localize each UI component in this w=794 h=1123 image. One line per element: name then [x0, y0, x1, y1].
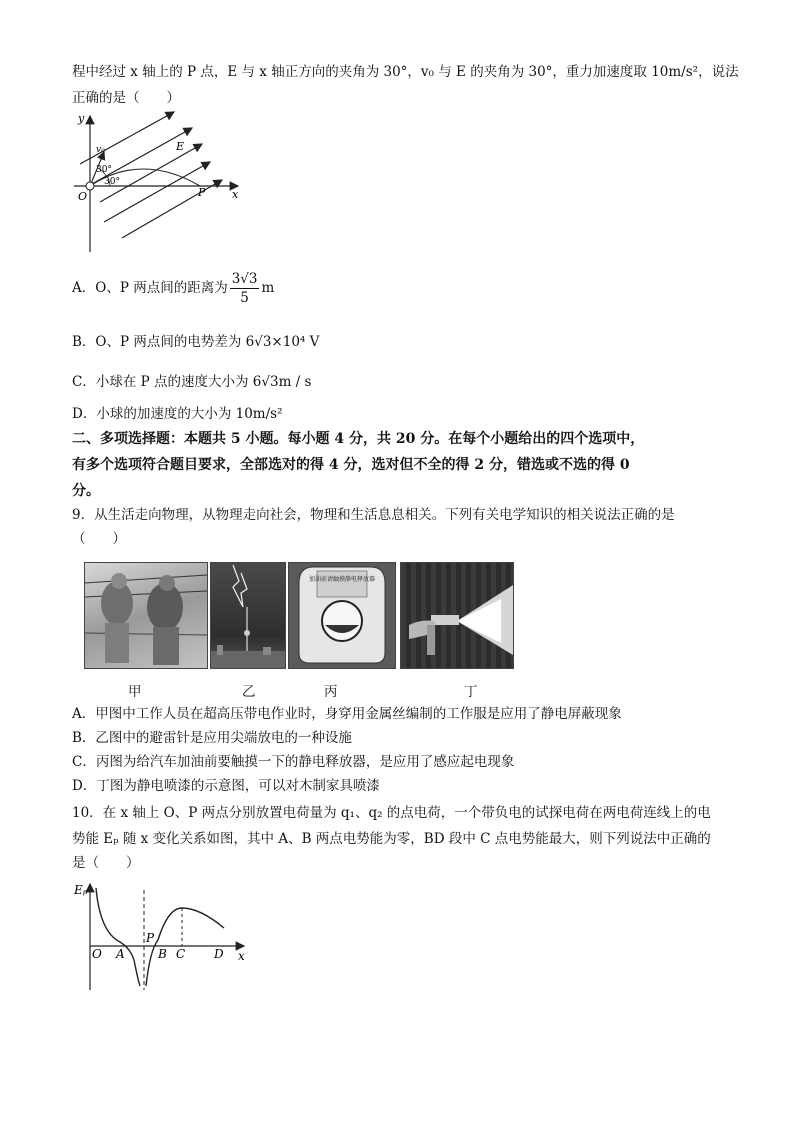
q8-option-d: D．小球的加速度的大小为 10m/s²: [72, 406, 283, 422]
q8-option-a-fraction: [230, 270, 260, 307]
origin-label: O: [78, 190, 88, 203]
photo-bing-static-discharger: [288, 562, 396, 669]
ep-axis-label: Eₚ: [74, 883, 88, 897]
photo-yi-lightning-tower: [210, 562, 286, 669]
q10-stem-line2: 势能 Eₚ 随 x 变化关系如图，其中 A、B 两点电势能为零，BD 段中 C 点电势能最大，则下列说法中正确的: [72, 831, 711, 847]
section2-heading-line3: 分。: [72, 483, 100, 499]
label-d: D: [214, 947, 224, 961]
q8-option-a-text: A．O、P 两点间的距离为: [72, 280, 228, 296]
q10-potential-energy-graph: [74, 880, 254, 992]
v0-label: v₀: [96, 145, 105, 155]
q9-option-c: C．丙图为给汽车加油前要触摸一下的静电释放器，是应用了感应起电现象: [72, 754, 515, 770]
discharger-sign-text: 加油前请触摸静电释放器: [308, 576, 376, 583]
y-axis-label: y: [78, 112, 85, 125]
label-o: O: [92, 947, 102, 961]
section2-heading-line1: 二、多项选择题：本题共 5 小题。每小题 4 分，共 20 分。在每个小题给出的四个选项中，: [72, 431, 645, 447]
q10-stem-line1: 10．在 x 轴上 O、P 两点分别放置电荷量为 q₁、q₂ 的点电荷，一个带负电的试探电荷在两电荷连线上的电: [72, 805, 711, 821]
q8-stem-line2: 正确的是（ ）: [72, 90, 180, 106]
section2-heading-line2: 有多个选项符合题目要求，全部选对的得 4 分，选对但不全的得 2 分，错选或不选的得 0: [72, 457, 630, 473]
q8-field-diagram: [72, 112, 252, 257]
p-point-label: P: [198, 186, 206, 199]
photo-label-yi: 乙: [242, 684, 256, 700]
label-p: P: [146, 931, 155, 945]
x-axis-label: x: [238, 949, 245, 963]
q9-option-b: B．乙图中的避雷针是应用尖端放电的一种设施: [72, 730, 352, 746]
photo-ding-spray-painting: [400, 562, 514, 669]
photo-jia-lineworkers: [84, 562, 208, 669]
q9-stem-line2: （ ）: [72, 531, 126, 547]
e-field-label: E: [176, 140, 185, 153]
fraction-denominator: 5: [240, 290, 249, 306]
label-b: B: [158, 947, 167, 961]
q8-option-a-unit: m: [261, 280, 275, 296]
x-axis-label: x: [232, 188, 239, 201]
label-a: A: [116, 947, 125, 961]
photo-label-ding: 丁: [464, 684, 478, 700]
q9-option-d: D．丁图为静电喷漆的示意图，可以对木制家具喷漆: [72, 778, 380, 794]
q10-stem-line3: 是（ ）: [72, 855, 140, 871]
fraction-numerator: 3√3: [231, 271, 258, 287]
q9-option-a: A．甲图中工作人员在超高压带电作业时，身穿用金属丝编制的工作服是应用了静电屏蔽现象: [72, 706, 622, 722]
angle-label-2: 30°: [104, 177, 120, 187]
angle-label-1: 30°: [96, 165, 112, 175]
photo-label-jia: 甲: [128, 684, 142, 700]
label-c: C: [176, 947, 186, 961]
q8-option-b: B．O、P 两点间的电势差为 6√3×10⁴ V: [72, 334, 320, 350]
photo-label-bing: 丙: [324, 684, 338, 700]
q8-option-c: C．小球在 P 点的速度大小为 6√3m / s: [72, 374, 312, 390]
q8-stem-line1: 程中经过 x 轴上的 P 点，E 与 x 轴正方向的夹角为 30°，v₀ 与 E 的夹角为 30°，重力加速度取 10m/s²，说法: [72, 64, 739, 80]
q9-stem-line1: 9．从生活走向物理，从物理走向社会，物理和生活息息相关。下列有关电学知识的相关说法正确的是: [72, 507, 675, 523]
q8-option-a: [72, 266, 274, 310]
